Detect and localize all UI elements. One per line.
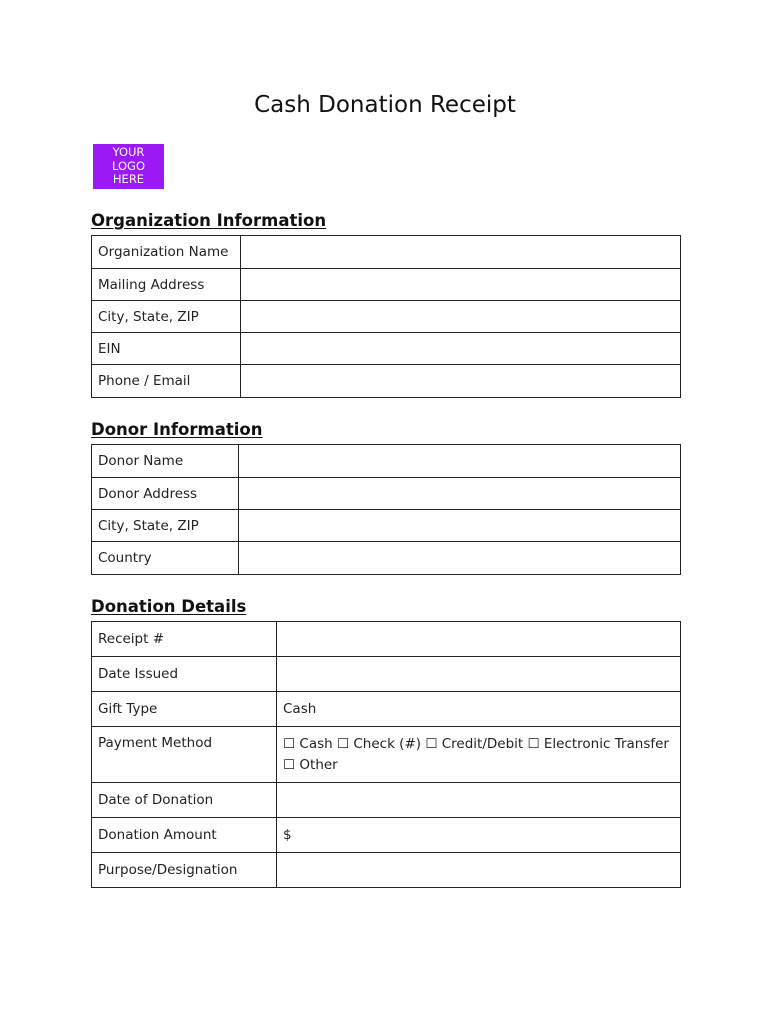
donation-heading: Donation Details [91, 597, 247, 616]
table-row [92, 236, 681, 269]
donor-address-field[interactable] [239, 478, 681, 510]
field-label: Mailing Address [92, 269, 241, 301]
field-label: EIN [92, 333, 241, 365]
org-city-state-zip-field[interactable] [241, 301, 681, 333]
donor-name-field[interactable] [239, 445, 681, 478]
logo-text-line: LOGO [111, 158, 145, 173]
table-row [92, 445, 681, 478]
table-row [92, 692, 681, 727]
field-label: Date of Donation [92, 783, 277, 818]
ein-field[interactable] [241, 333, 681, 365]
field-label: Date Issued [92, 657, 277, 692]
field-label: Donor Name [92, 445, 239, 478]
field-label: Organization Name [92, 236, 241, 269]
date-issued-field[interactable] [277, 657, 681, 692]
receipt-number-field[interactable] [277, 622, 681, 657]
logo-text-line: YOUR [112, 145, 145, 160]
field-label: City, State, ZIP [92, 510, 239, 542]
field-label: Purpose/Designation [92, 853, 277, 888]
table-row [92, 853, 681, 888]
field-label: Country [92, 542, 239, 575]
field-label: City, State, ZIP [92, 301, 241, 333]
field-label: Gift Type [92, 692, 277, 727]
donor-city-state-zip-field[interactable] [239, 510, 681, 542]
logo-text-line: HERE [112, 172, 145, 187]
table-row [92, 365, 681, 398]
page-title: Cash Donation Receipt [254, 92, 516, 118]
phone-email-field[interactable] [241, 365, 681, 398]
donation-amount-field[interactable]: $ [277, 818, 681, 853]
table-row [92, 301, 681, 333]
organization-name-field[interactable] [241, 236, 681, 269]
date-of-donation-field[interactable] [277, 783, 681, 818]
donation-table [91, 621, 681, 888]
logo-placeholder [93, 144, 164, 189]
gift-type-field[interactable]: Cash [277, 692, 681, 727]
table-row [92, 510, 681, 542]
table-row [92, 622, 681, 657]
donor-heading: Donor Information [91, 420, 263, 439]
field-label: Receipt # [92, 622, 277, 657]
table-row [92, 478, 681, 510]
mailing-address-field[interactable] [241, 269, 681, 301]
country-field[interactable] [239, 542, 681, 575]
payment-method-field[interactable] [277, 727, 681, 783]
field-label: Donation Amount [92, 818, 277, 853]
table-row [92, 783, 681, 818]
table-row [92, 333, 681, 365]
payment-method-other-option: ☐ Other [283, 757, 338, 773]
table-row [92, 657, 681, 692]
organization-table [91, 235, 681, 398]
donor-table [91, 444, 681, 575]
table-row [92, 542, 681, 575]
table-row [92, 727, 681, 783]
field-label: Phone / Email [92, 365, 241, 398]
organization-heading: Organization Information [91, 211, 327, 230]
table-row [92, 269, 681, 301]
payment-method-options: ☐ Cash ☐ Check (#) ☐ Credit/Debit ☐ Electronic Transfer [283, 736, 669, 752]
purpose-designation-field[interactable] [277, 853, 681, 888]
field-label: Donor Address [92, 478, 239, 510]
field-label: Payment Method [92, 727, 277, 783]
table-row [92, 818, 681, 853]
